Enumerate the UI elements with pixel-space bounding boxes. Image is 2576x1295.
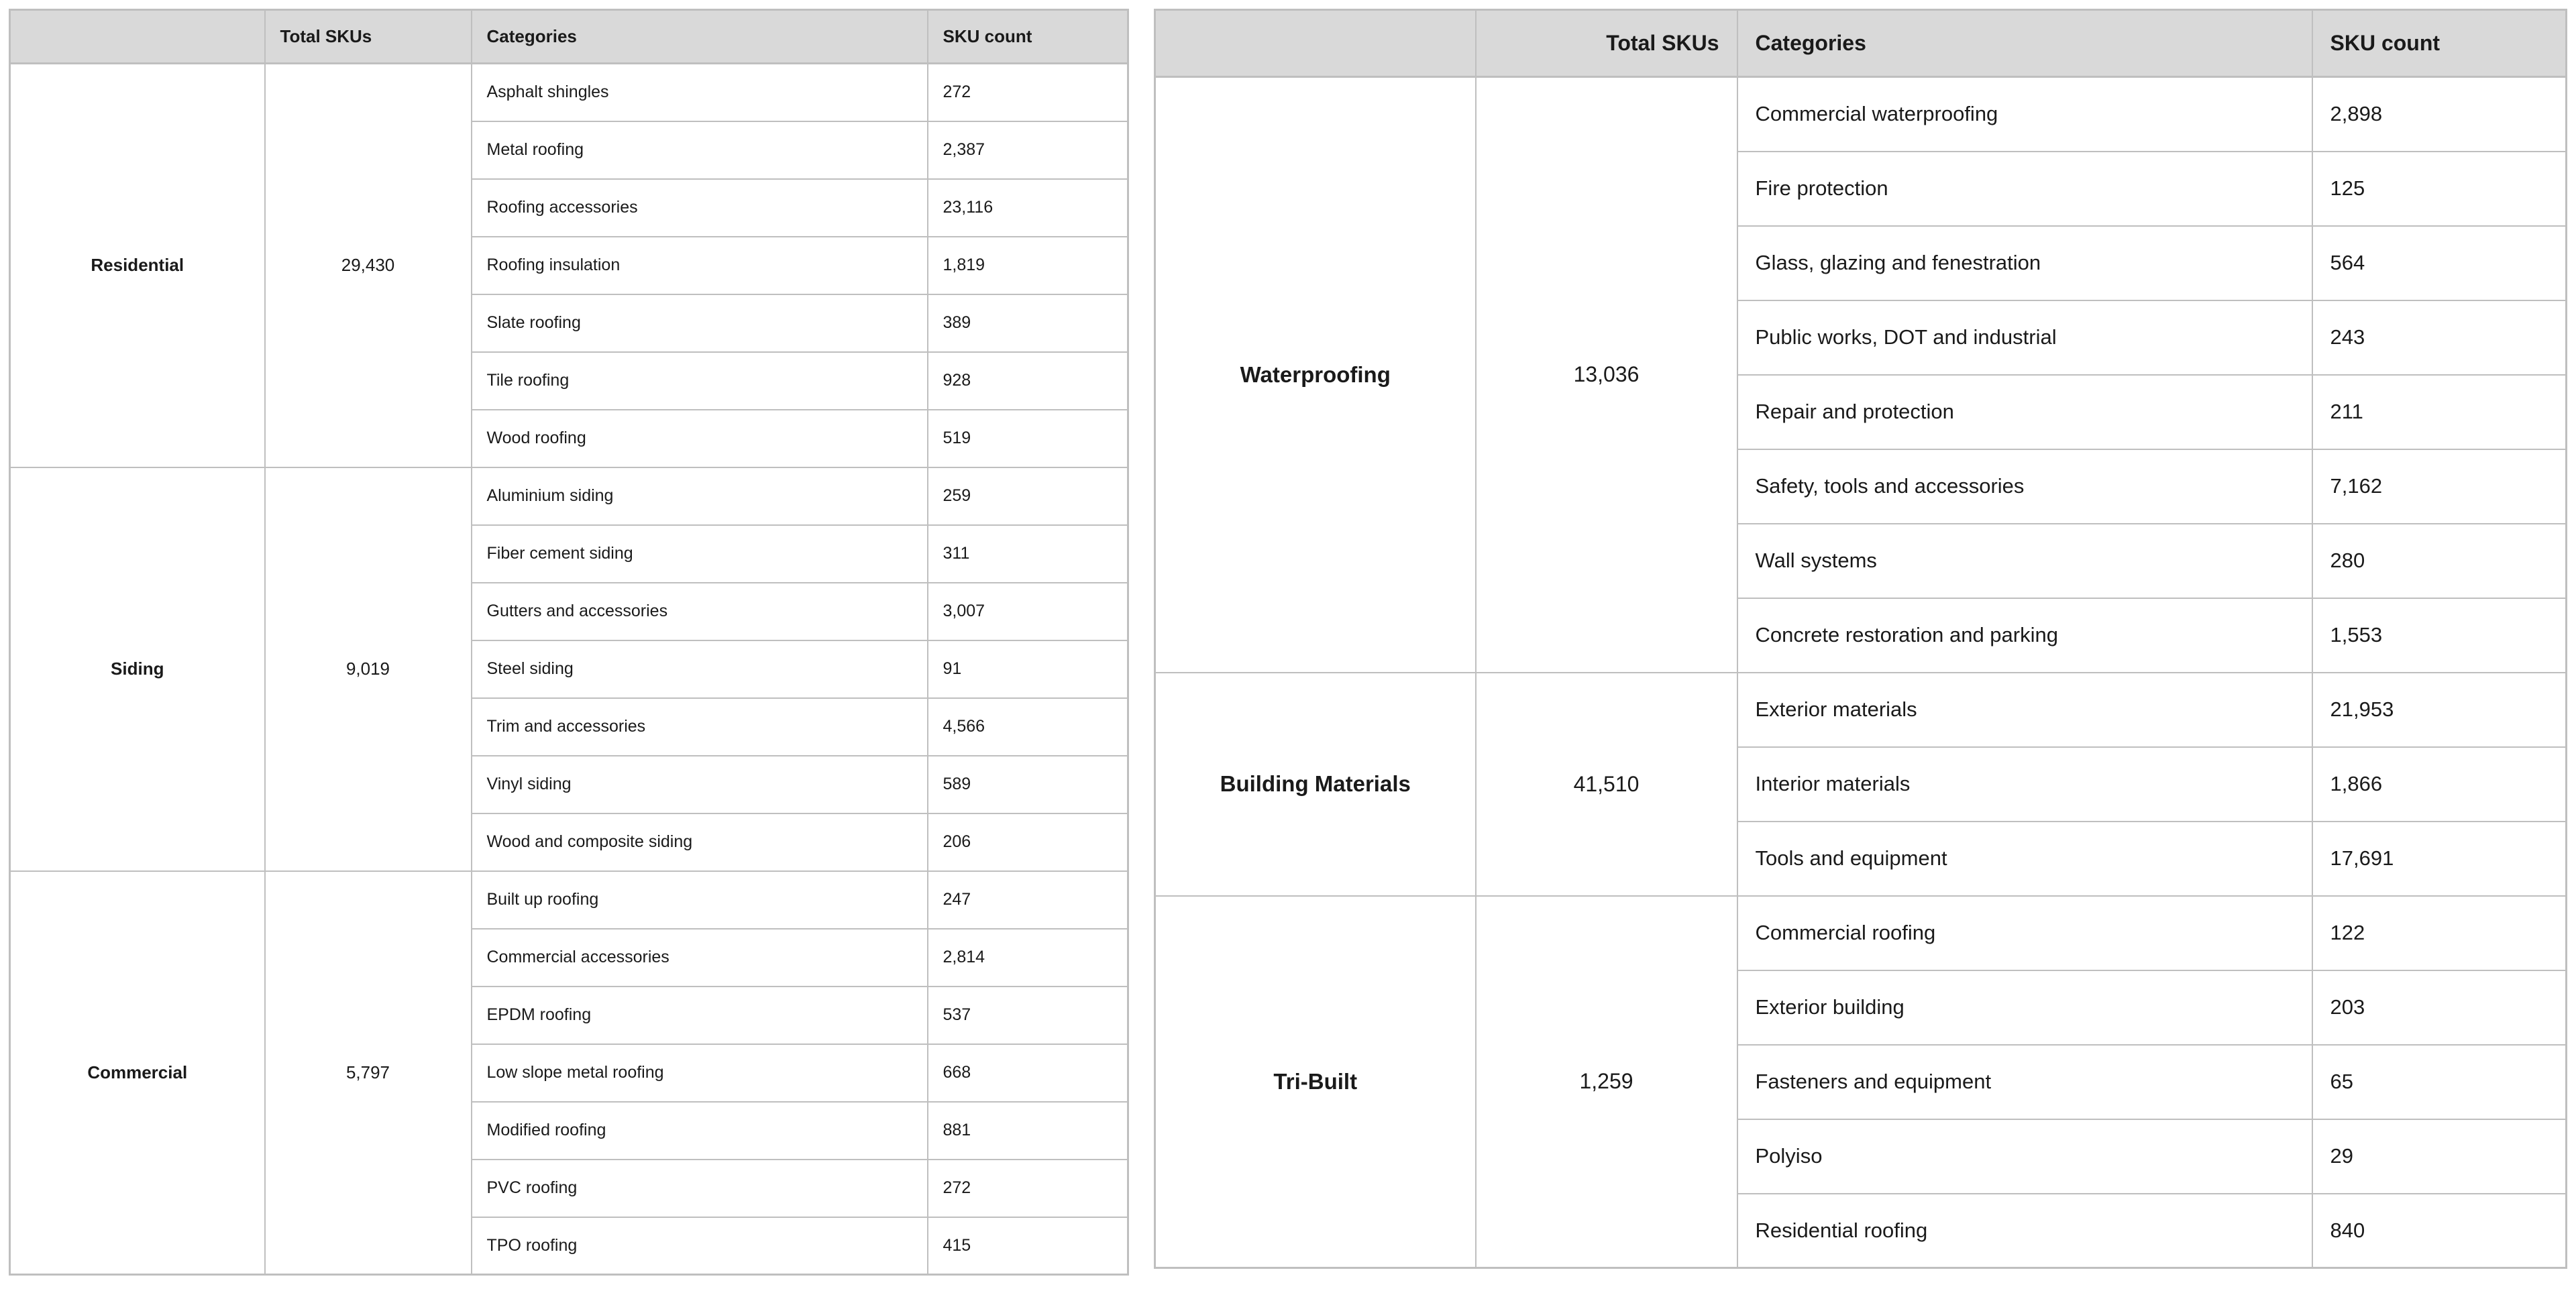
category-cell: Residential roofing [1737,1194,2312,1268]
category-cell: Interior materials [1737,747,2312,822]
sku-count-cell: 122 [2312,896,2567,970]
category-cell: Gutters and accessories [472,583,928,640]
category-cell: EPDM roofing [472,987,928,1044]
category-cell: Fasteners and equipment [1737,1045,2312,1119]
category-cell: PVC roofing [472,1160,928,1217]
table-row [10,871,1128,929]
group-name-cell: Residential [10,64,265,467]
category-cell: Exterior materials [1737,673,2312,747]
sku-count-cell: 29 [2312,1119,2567,1194]
category-cell: Slate roofing [472,294,928,352]
group-name-cell: Tri-Built [1155,896,1476,1268]
sku-count-cell: 668 [928,1044,1128,1102]
sku-table-left [9,9,1129,1276]
sku-count-cell: 125 [2312,152,2567,226]
group-total-skus-cell: 13,036 [1476,77,1737,673]
column-header-group [10,10,265,64]
table-row [1155,896,2567,970]
category-cell: Safety, tools and accessories [1737,449,2312,524]
sku-count-cell: 519 [928,410,1128,467]
table-row [1155,673,2567,747]
sku-count-cell: 840 [2312,1194,2567,1268]
category-cell: Glass, glazing and fenestration [1737,226,2312,300]
sku-count-cell: 206 [928,813,1128,871]
sku-count-cell: 537 [928,987,1128,1044]
category-cell: Trim and accessories [472,698,928,756]
sku-table-right [1154,9,2567,1269]
header-row [10,10,1128,64]
group-name-cell: Waterproofing [1155,77,1476,673]
sku-count-cell: 259 [928,467,1128,525]
group-name-cell: Siding [10,467,265,871]
column-header-categories: Categories [1737,10,2312,77]
category-cell: TPO roofing [472,1217,928,1275]
group-total-skus-cell: 9,019 [265,467,472,871]
sku-count-cell: 928 [928,352,1128,410]
category-cell: Exterior building [1737,970,2312,1045]
sku-count-cell: 280 [2312,524,2567,598]
category-cell: Low slope metal roofing [472,1044,928,1102]
sku-count-cell: 23,116 [928,179,1128,237]
header-row [1155,10,2567,77]
category-cell: Wood roofing [472,410,928,467]
sku-count-cell: 389 [928,294,1128,352]
category-cell: Fiber cement siding [472,525,928,583]
sku-count-cell: 243 [2312,300,2567,375]
group-name-cell: Building Materials [1155,673,1476,896]
category-cell: Modified roofing [472,1102,928,1160]
sku-count-cell: 91 [928,640,1128,698]
table-body-right [1155,77,2567,1268]
group-total-skus-cell: 1,259 [1476,896,1737,1268]
sku-count-cell: 415 [928,1217,1128,1275]
table-header-left [10,10,1128,64]
category-cell: Roofing accessories [472,179,928,237]
sku-count-cell: 881 [928,1102,1128,1160]
category-cell: Repair and protection [1737,375,2312,449]
sku-count-cell: 564 [2312,226,2567,300]
category-cell: Aluminium siding [472,467,928,525]
sku-count-cell: 2,898 [2312,77,2567,152]
group-total-skus-cell: 5,797 [265,871,472,1275]
category-cell: Fire protection [1737,152,2312,226]
category-cell: Concrete restoration and parking [1737,598,2312,673]
category-cell: Public works, DOT and industrial [1737,300,2312,375]
category-cell: Metal roofing [472,121,928,179]
group-total-skus-cell: 29,430 [265,64,472,467]
sku-count-cell: 311 [928,525,1128,583]
table-row [10,467,1128,525]
category-cell: Asphalt shingles [472,64,928,121]
category-cell: Tools and equipment [1737,822,2312,896]
sku-count-cell: 7,162 [2312,449,2567,524]
sku-count-cell: 2,814 [928,929,1128,987]
category-cell: Commercial accessories [472,929,928,987]
sku-count-cell: 3,007 [928,583,1128,640]
group-total-skus-cell: 41,510 [1476,673,1737,896]
category-cell: Vinyl siding [472,756,928,813]
column-header-sku-count: SKU count [2312,10,2567,77]
sku-count-cell: 2,387 [928,121,1128,179]
sku-count-cell: 247 [928,871,1128,929]
sku-count-cell: 1,819 [928,237,1128,294]
category-cell: Wood and composite siding [472,813,928,871]
column-header-total-skus: Total SKUs [1476,10,1737,77]
category-cell: Roofing insulation [472,237,928,294]
category-cell: Steel siding [472,640,928,698]
sku-count-cell: 211 [2312,375,2567,449]
sku-count-cell: 17,691 [2312,822,2567,896]
category-cell: Commercial waterproofing [1737,77,2312,152]
sku-count-cell: 272 [928,1160,1128,1217]
sku-count-cell: 65 [2312,1045,2567,1119]
category-cell: Built up roofing [472,871,928,929]
sku-count-cell: 4,566 [928,698,1128,756]
table-row [1155,77,2567,152]
sku-count-cell: 589 [928,756,1128,813]
column-header-total-skus: Total SKUs [265,10,472,64]
category-cell: Commercial roofing [1737,896,2312,970]
category-cell: Tile roofing [472,352,928,410]
sku-count-cell: 1,866 [2312,747,2567,822]
sku-count-cell: 1,553 [2312,598,2567,673]
column-header-group [1155,10,1476,77]
sku-count-cell: 272 [928,64,1128,121]
table-body-left [10,64,1128,1275]
group-name-cell: Commercial [10,871,265,1275]
sku-count-cell: 21,953 [2312,673,2567,747]
table-row [10,64,1128,121]
column-header-sku-count: SKU count [928,10,1128,64]
category-cell: Wall systems [1737,524,2312,598]
column-header-categories: Categories [472,10,928,64]
category-cell: Polyiso [1737,1119,2312,1194]
sku-count-cell: 203 [2312,970,2567,1045]
table-header-right [1155,10,2567,77]
